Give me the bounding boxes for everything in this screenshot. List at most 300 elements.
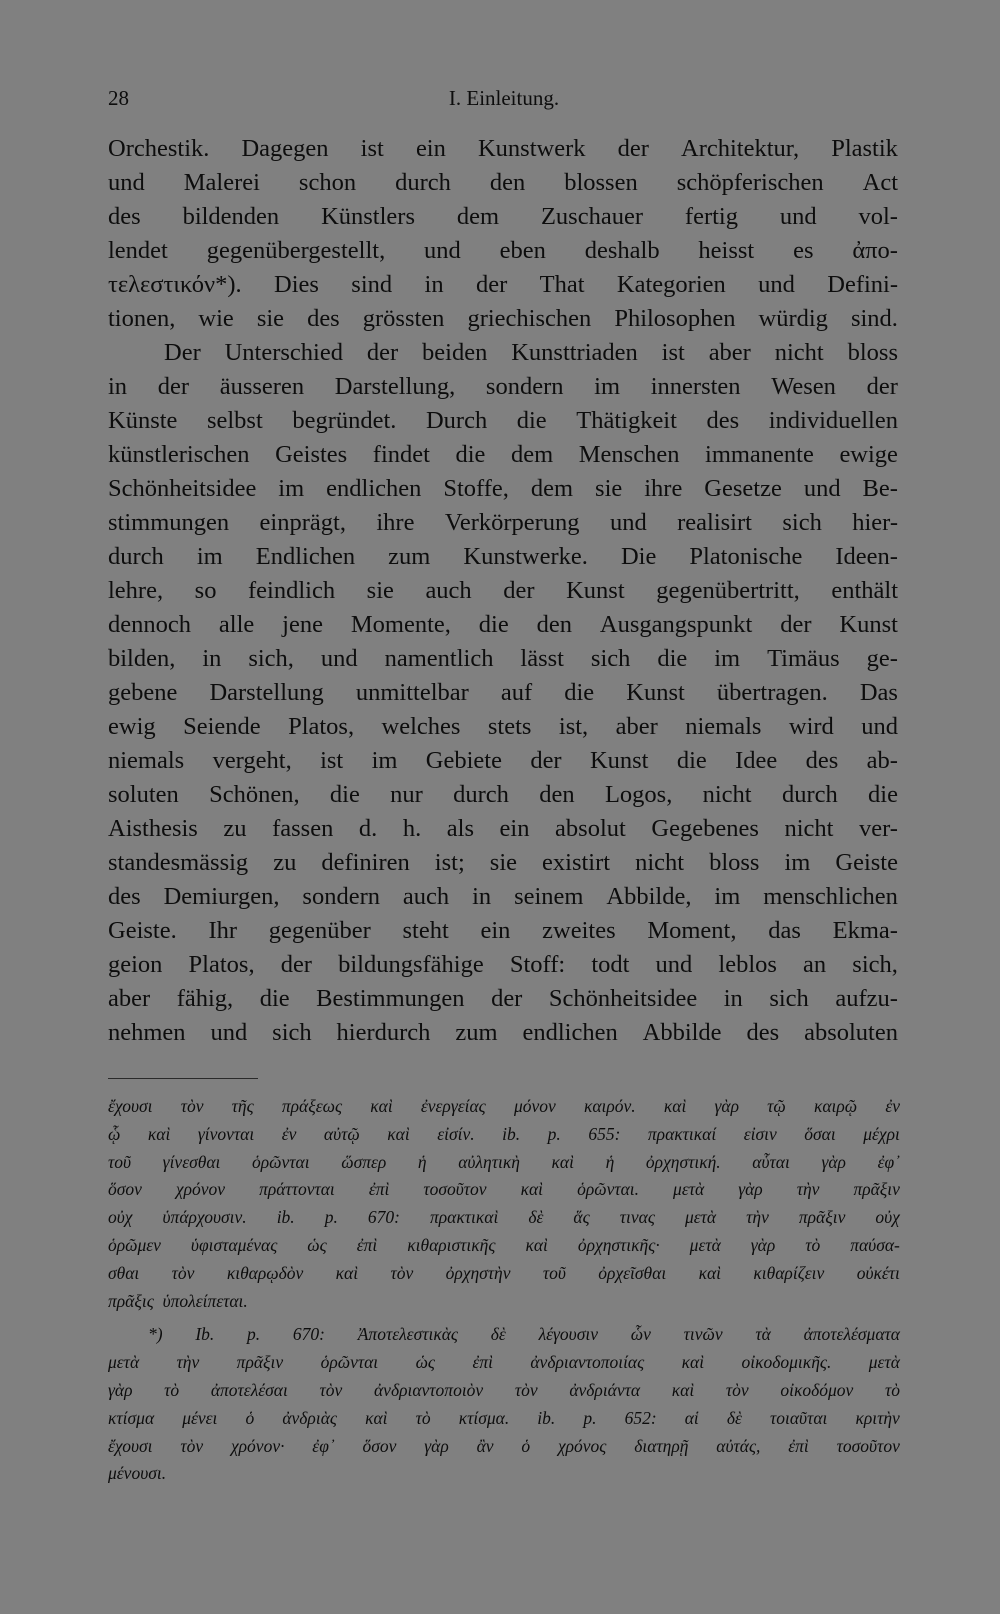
word: sie: [595, 475, 623, 502]
word: wie: [198, 305, 234, 332]
word: des: [746, 1019, 780, 1046]
word: τὸν: [180, 1096, 204, 1116]
text-line: [108, 982, 898, 1016]
text-line: [108, 880, 898, 914]
word: κτίσμα: [108, 1407, 155, 1428]
word: δὲ: [528, 1207, 544, 1228]
word: πρᾶξιν: [853, 1179, 900, 1200]
word: 652:: [624, 1407, 657, 1428]
word: Architektur,: [681, 135, 800, 162]
word: πρακτικαὶ: [429, 1207, 499, 1228]
word: die: [259, 985, 290, 1012]
word: ib.: [502, 1123, 521, 1144]
text-line: [108, 608, 898, 642]
text-line: [108, 438, 898, 472]
word: ὧν: [630, 1324, 651, 1345]
word: ἀπο-: [852, 237, 898, 264]
word: καὶ: [551, 1151, 574, 1172]
word: sich: [769, 985, 809, 1012]
word: ib.: [276, 1207, 295, 1228]
word: κιθαριστικῆς: [407, 1234, 496, 1255]
word: die: [676, 747, 707, 774]
word: Dies: [274, 271, 319, 298]
word: Die: [620, 543, 657, 570]
text-line: [108, 846, 898, 880]
word: nicht: [635, 849, 685, 876]
word: aber: [708, 339, 751, 366]
word: οὐχ: [108, 1207, 133, 1228]
word: Kunsttriaden: [511, 339, 638, 366]
word: auch: [425, 577, 472, 604]
word: ἐφ᾽: [877, 1151, 900, 1172]
word: die: [657, 645, 688, 672]
word: Kunstwerk: [477, 135, 586, 162]
word: zum: [388, 543, 431, 570]
word: τῆς: [231, 1096, 254, 1116]
word: οὐκέτι: [856, 1262, 900, 1283]
word: Künste: [108, 407, 178, 434]
word: ὁρῶνται: [252, 1151, 310, 1172]
footnote-line: [108, 1232, 900, 1260]
word: im: [196, 543, 223, 570]
word: ὁ: [245, 1407, 255, 1428]
word: πρᾶξιν: [236, 1352, 284, 1373]
word: ist: [320, 747, 344, 774]
text-line: [108, 540, 898, 574]
word: dem: [530, 475, 574, 502]
word: οὐχ: [875, 1207, 900, 1228]
word: πρακτικαί: [647, 1123, 717, 1144]
word: καιρῷ: [813, 1096, 858, 1116]
word: τὴν: [176, 1352, 200, 1373]
word: ἐν: [281, 1123, 297, 1144]
word: Ἀποτελεστικὰς: [357, 1324, 459, 1345]
word: Ib.: [195, 1324, 215, 1345]
word: ἡ: [417, 1151, 427, 1172]
running-title: I. Einleitung.: [448, 86, 560, 110]
footnote-line: [108, 1204, 900, 1232]
word: endlichen: [326, 475, 422, 502]
word: κτίσμα.: [458, 1407, 510, 1428]
word: ἐπὶ: [472, 1352, 493, 1373]
word: so: [194, 577, 217, 604]
word: ὅσον: [108, 1179, 142, 1200]
word: ἀνδριάντα: [569, 1379, 641, 1400]
word: Plastik: [831, 135, 898, 162]
word: sind.: [850, 305, 898, 332]
word: ἂν: [476, 1435, 494, 1456]
word: künstlerischen: [108, 441, 250, 468]
word: und: [861, 713, 898, 740]
word: Menschen: [578, 441, 680, 468]
word: den: [539, 781, 575, 808]
word: τοῦ: [108, 1151, 132, 1172]
word: γὰρ: [424, 1435, 449, 1456]
word: individuellen: [768, 407, 898, 434]
word: Be-: [862, 475, 898, 502]
word: einprägt,: [259, 509, 346, 536]
word: Platos,: [288, 713, 355, 740]
word: Ausgangspunkt: [599, 611, 753, 638]
word: die: [478, 611, 509, 638]
word: Momente,: [350, 611, 451, 638]
footnote-line: [108, 1288, 900, 1316]
page-header: [108, 86, 900, 116]
word: δὲ: [490, 1324, 506, 1345]
word: stimmungen: [108, 509, 230, 536]
word: Orchestik.: [108, 135, 210, 162]
word: existirt: [542, 849, 611, 876]
word: vergeht,: [212, 747, 292, 774]
word: als: [446, 815, 474, 842]
word: schon: [298, 169, 357, 196]
word: χρόνος: [557, 1435, 607, 1456]
word: ἀνδριαντοποιίας: [530, 1352, 645, 1373]
footnote-line: [108, 1377, 900, 1405]
word: realisirt: [677, 509, 752, 536]
word: niemals: [108, 747, 185, 774]
word: ἐπὶ: [356, 1234, 378, 1255]
word: und: [779, 203, 817, 230]
word: That: [539, 271, 585, 298]
word: ein: [415, 135, 446, 162]
word: immanente: [705, 441, 814, 468]
word: ἔχουσι: [108, 1096, 153, 1116]
text-line: [108, 200, 898, 234]
word: καιρόν.: [583, 1096, 636, 1116]
word: ὥσπερ: [341, 1151, 387, 1172]
word: innersten: [650, 373, 741, 400]
word: πράξεως: [281, 1096, 343, 1116]
footnote-line: [108, 1149, 900, 1177]
word: τὸν: [514, 1379, 538, 1400]
word: bilden,: [108, 645, 176, 672]
word: alle: [218, 611, 255, 638]
word: aber: [615, 713, 658, 740]
word: deshalb: [584, 237, 660, 264]
word: fassen: [272, 815, 334, 842]
word: im: [714, 883, 741, 910]
word: τινας: [619, 1207, 655, 1228]
word: μόνον: [513, 1096, 556, 1116]
footnotes: [108, 1093, 900, 1488]
word: αὐτάς,: [716, 1435, 761, 1456]
word: gegenüber: [268, 917, 371, 944]
text-line: [108, 302, 898, 336]
word: Thätigkeit: [576, 407, 677, 434]
word: und: [320, 645, 358, 672]
word: ἐφ᾽: [312, 1435, 335, 1456]
word: zu: [273, 849, 297, 876]
word: γὰρ: [108, 1379, 133, 1400]
word: ein: [480, 917, 511, 944]
word: ὀρχηστὴν: [445, 1262, 511, 1283]
word: καὶ: [335, 1262, 359, 1283]
word: ὡς: [415, 1352, 436, 1373]
text-line: [108, 948, 898, 982]
word: τὰ: [755, 1324, 771, 1345]
word: τὸν: [725, 1379, 749, 1400]
word: und: [758, 271, 795, 298]
word: Platonische: [689, 543, 803, 570]
word: Abbilde,: [606, 883, 692, 910]
word: ἐν: [885, 1096, 900, 1116]
footnote-line: [108, 1405, 900, 1433]
word: nicht: [784, 815, 834, 842]
word: lehre,: [108, 577, 164, 604]
word: ὁ: [521, 1435, 531, 1456]
word: διατηρῇ: [634, 1435, 689, 1456]
word: auf: [500, 679, 533, 706]
word: wird: [788, 713, 834, 740]
word: καὶ: [370, 1096, 393, 1116]
text-line: [108, 1016, 898, 1050]
word: μένει: [182, 1407, 218, 1428]
word: und: [609, 509, 647, 536]
word: bildungsfähige: [338, 951, 484, 978]
word: dennoch: [108, 611, 191, 638]
word: p.: [324, 1207, 338, 1228]
word: ib.: [537, 1407, 556, 1428]
word: ὀρχηστική.: [645, 1151, 721, 1172]
word: stets: [487, 713, 532, 740]
word: καὶ: [671, 1379, 695, 1400]
word: καὶ: [698, 1262, 722, 1283]
word: Philosophen: [614, 305, 736, 332]
word: καὶ: [520, 1179, 544, 1200]
word: leblos: [718, 951, 777, 978]
word: sie: [366, 577, 394, 604]
text-line: [108, 404, 898, 438]
word: d.: [358, 815, 378, 842]
footnote-line: [108, 1093, 900, 1121]
word: sich: [782, 509, 822, 536]
word: definiren: [321, 849, 410, 876]
word: Kunst: [589, 747, 649, 774]
word: ihre: [376, 509, 415, 536]
word: soluten: [108, 781, 179, 808]
word: Geiste.: [108, 917, 177, 944]
word: Stoff:: [509, 951, 566, 978]
word: καὶ: [525, 1234, 548, 1255]
word: zweites: [542, 917, 616, 944]
word: des: [805, 747, 839, 774]
word: ὀρχεῖσθαι: [598, 1262, 667, 1283]
word: Darstellung: [209, 679, 324, 706]
word: καὶ: [663, 1096, 687, 1116]
footnote-line: [108, 1260, 900, 1288]
word: ὁρῶμεν: [108, 1234, 161, 1255]
word: und: [108, 169, 145, 196]
word: und: [803, 475, 841, 502]
word: Zuschauer: [540, 203, 644, 230]
word: Gebiete: [425, 747, 502, 774]
word: im: [371, 747, 398, 774]
word: αὐτῷ: [323, 1123, 360, 1144]
word: das: [768, 917, 801, 944]
word: τοιαῦται: [769, 1407, 828, 1428]
word: p.: [583, 1407, 597, 1428]
word: zu: [223, 815, 247, 842]
text-line: [108, 370, 898, 404]
word: μένουσι.: [108, 1463, 167, 1484]
word: lendet: [108, 237, 168, 264]
word: ὑφισταμένας: [190, 1234, 278, 1255]
word: ἡ: [605, 1151, 615, 1172]
word: Wesen: [771, 373, 836, 400]
word: ἐπὶ: [788, 1435, 809, 1456]
word: die: [868, 781, 898, 808]
word: εἰσίν.: [437, 1123, 475, 1144]
word: selbst: [206, 407, 263, 434]
word: in: [108, 373, 128, 400]
word: Ekma-: [832, 917, 898, 944]
word: nur: [390, 781, 423, 808]
word: αὐλητικὴ: [458, 1151, 520, 1172]
word: τῷ: [767, 1096, 786, 1116]
word: der: [530, 747, 562, 774]
word: ἅς: [573, 1207, 590, 1228]
word: Logos,: [604, 781, 673, 808]
word: τοῦ: [542, 1262, 566, 1283]
word: gegenübergestellt,: [206, 237, 386, 264]
word: γὰρ: [738, 1179, 763, 1200]
word: ver-: [859, 815, 898, 842]
word: Kategorien: [616, 271, 726, 298]
word: Timäus: [767, 645, 840, 672]
word: in: [472, 883, 492, 910]
word: οἰκοδόμον: [780, 1379, 854, 1400]
word: Ihr: [208, 917, 238, 944]
word: vol-: [858, 203, 898, 230]
word: der: [617, 135, 649, 162]
word: gebene: [108, 679, 178, 706]
word: Das: [859, 679, 898, 706]
word: λέγουσιν: [538, 1324, 598, 1345]
word: im: [594, 373, 621, 400]
word: Demiurgen,: [163, 883, 280, 910]
word: *): [148, 1324, 163, 1345]
word: ein: [499, 815, 530, 842]
word: jene: [282, 611, 323, 638]
word: γὰρ: [750, 1234, 776, 1255]
word: ὀρχηστικῆς·: [577, 1234, 660, 1255]
word: zum: [455, 1019, 498, 1046]
word: p.: [547, 1123, 561, 1144]
word: Schönheitsidee: [108, 475, 257, 502]
word: der: [503, 577, 535, 604]
footnote-separator: [108, 1078, 258, 1079]
word: würdig: [758, 305, 828, 332]
word: τὸν: [319, 1379, 343, 1400]
text-line: [108, 166, 898, 200]
word: endlichen: [522, 1019, 618, 1046]
word: sich,: [248, 645, 294, 672]
word: καὶ: [147, 1123, 171, 1144]
word: Idee: [735, 747, 778, 774]
word: ὅσαι: [804, 1123, 836, 1144]
word: Act: [862, 169, 898, 196]
word: τὸ: [805, 1234, 821, 1255]
text-line: [108, 676, 898, 710]
word: der: [491, 985, 523, 1012]
text-line: [108, 744, 898, 778]
word: bloss: [847, 339, 898, 366]
word: welches: [381, 713, 461, 740]
word: ist;: [434, 849, 465, 876]
word: μετὰ: [673, 1179, 705, 1200]
word: Durch: [425, 407, 488, 434]
word: in: [723, 985, 743, 1012]
word: ἐπὶ: [368, 1179, 390, 1200]
word: ὁρῶνται.: [577, 1179, 640, 1200]
word: p.: [247, 1324, 261, 1345]
word: der: [475, 271, 508, 298]
word: γίνεσθαι: [162, 1151, 221, 1172]
word: bildenden: [182, 203, 280, 230]
word: Platos,: [188, 951, 255, 978]
word: der: [157, 373, 190, 400]
word: durch: [108, 543, 164, 570]
word: καὶ: [681, 1352, 705, 1373]
word: Verkörperung: [444, 509, 580, 536]
word: seinem: [514, 883, 584, 910]
word: sich,: [852, 951, 898, 978]
word: absolut: [555, 815, 626, 842]
word: eben: [499, 237, 546, 264]
word: und: [210, 1019, 248, 1046]
word: es: [793, 237, 814, 264]
word: Kunst: [839, 611, 898, 638]
word: μετὰ: [689, 1234, 721, 1255]
word: Darstellung,: [334, 373, 456, 400]
word: sondern: [302, 883, 380, 910]
word: der: [780, 611, 812, 638]
word: τὴν: [796, 1179, 820, 1200]
word: μετὰ: [684, 1207, 717, 1228]
word: Unterschied: [224, 339, 343, 366]
word: ὡς: [307, 1234, 327, 1255]
word: der: [366, 339, 399, 366]
page-number: 28: [108, 86, 129, 110]
word: τὸ: [415, 1407, 431, 1428]
word: Abbilde: [642, 1019, 722, 1046]
text-line: [108, 812, 898, 846]
word: nicht: [774, 339, 824, 366]
footnote-line: [108, 1349, 900, 1377]
word: schöpferischen: [676, 169, 824, 196]
word: τὸ: [164, 1379, 180, 1400]
word: 670:: [292, 1324, 325, 1345]
footnote-line: [108, 1121, 900, 1149]
word: αἱ: [684, 1407, 699, 1428]
text-line: [108, 710, 898, 744]
word: Aisthesis: [108, 815, 198, 842]
word: Malerei: [183, 169, 260, 196]
word: beiden: [422, 339, 488, 366]
word: Gesetze: [704, 475, 782, 502]
word: παύσα-: [850, 1234, 900, 1255]
word: durch: [781, 781, 838, 808]
word: unmittelbar: [355, 679, 469, 706]
word: auch: [402, 883, 450, 910]
word: μετὰ: [108, 1352, 140, 1373]
word: im: [278, 475, 305, 502]
word: im: [714, 645, 741, 672]
word: τὸν: [180, 1435, 204, 1456]
word: Defini-: [827, 271, 898, 298]
word: heisst: [698, 237, 755, 264]
